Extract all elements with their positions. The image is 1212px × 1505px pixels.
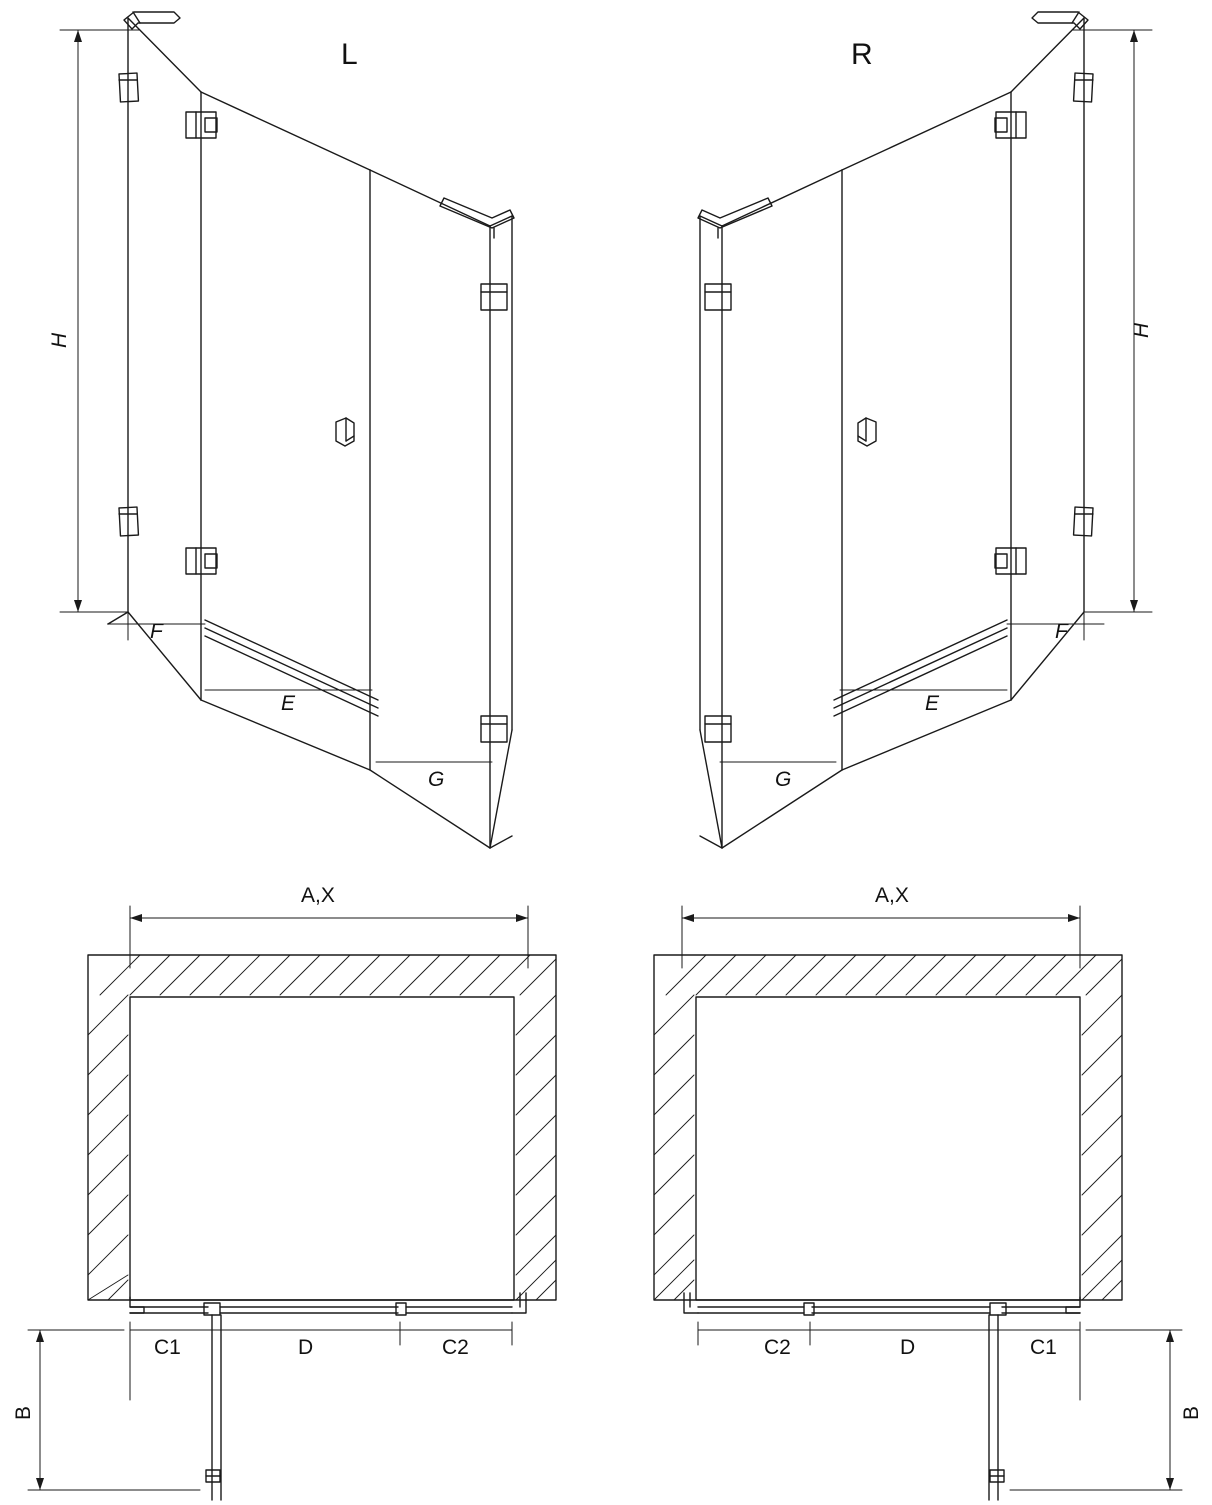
dimension-label-ax-left: A,X [301, 884, 335, 907]
dimension-label-e-right: E [925, 692, 940, 715]
dimension-label-f-right: F [1055, 620, 1068, 643]
dimension-label-d-left: D [298, 1336, 314, 1359]
iso-right-view [698, 12, 1152, 848]
dimension-label-d-right: D [900, 1336, 916, 1359]
dimension-label-e-left: E [281, 692, 296, 715]
dimension-label-g-left: G [428, 768, 445, 791]
dimension-label-h-right: H [1130, 322, 1153, 338]
dimension-label-c1-right: C1 [1030, 1336, 1057, 1359]
dimension-label-c2-right: C2 [764, 1336, 791, 1359]
dimension-label-b-left: B [12, 1405, 35, 1420]
dimension-label-h-left: H [48, 332, 71, 348]
plan-right-view [654, 906, 1182, 1500]
dimension-label-c2-left: C2 [442, 1336, 469, 1359]
dimension-label-f-left: F [150, 620, 163, 643]
view-title-right: R [851, 38, 873, 71]
iso-left-view [60, 12, 514, 848]
dimension-label-c1-left: C1 [154, 1336, 181, 1359]
dimension-label-ax-right: A,X [875, 884, 909, 907]
dimension-label-b-right: B [1180, 1405, 1203, 1420]
plan-left-view [28, 906, 556, 1500]
dimension-label-g-right: G [775, 768, 792, 791]
view-title-left: L [341, 38, 358, 71]
